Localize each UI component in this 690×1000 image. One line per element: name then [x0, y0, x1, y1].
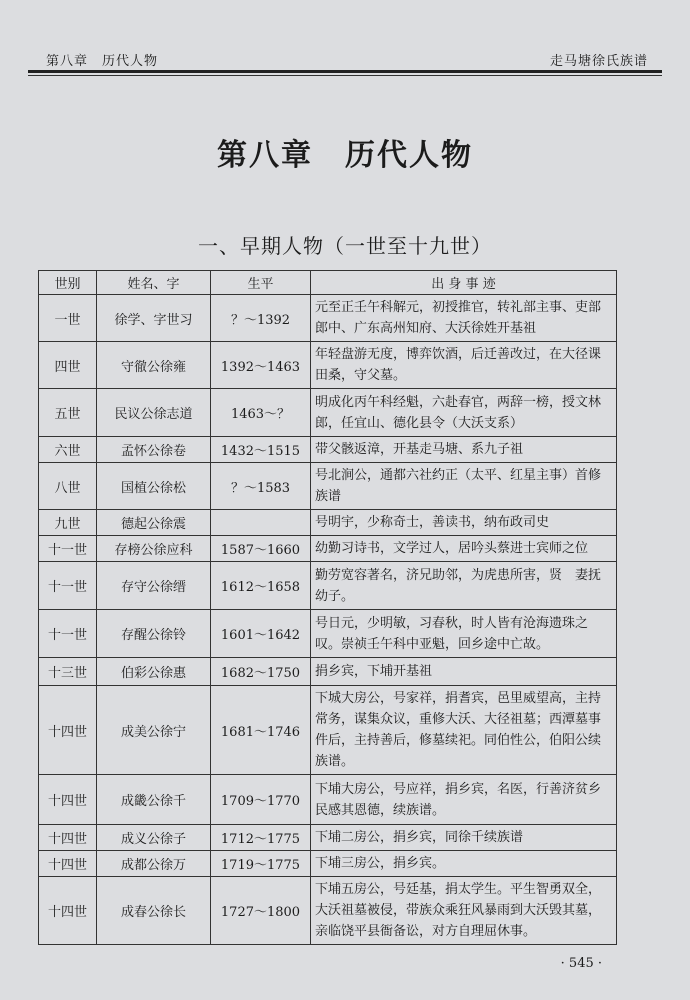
name-cell: 德起公徐震: [97, 510, 211, 536]
generation-cell: 九世: [39, 510, 97, 536]
name-cell: 成美公徐宁: [97, 686, 211, 775]
generation-cell: 十四世: [39, 775, 97, 825]
lifespan-cell: 1719～1775: [211, 851, 311, 877]
name-cell: 伯彩公徐惠: [97, 658, 211, 686]
table-row: [39, 389, 617, 437]
col-header-deeds: 出 身 事 迹: [311, 271, 617, 295]
lifespan-cell: 1601～1642: [211, 610, 311, 658]
deeds-cell: 捐乡宾，下埔开基祖: [311, 658, 617, 686]
lifespan-cell: [211, 510, 311, 536]
lifespan-cell: 1682～1750: [211, 658, 311, 686]
lifespan-cell: 1681～1746: [211, 686, 311, 775]
section-title: 一、早期人物（一世至十九世）: [198, 234, 492, 258]
table-row: [39, 877, 617, 945]
lifespan-cell: ？～1392: [211, 295, 311, 342]
lifespan-cell: 1612～1658: [211, 562, 311, 610]
people-table: [38, 270, 617, 945]
table-row: [39, 686, 617, 775]
generation-cell: 四世: [39, 342, 97, 389]
header-book-title: 走马塘徐氏族谱: [549, 54, 648, 69]
table-header-row: [39, 271, 617, 295]
generation-cell: 十一世: [39, 536, 97, 562]
table-row: [39, 342, 617, 389]
lifespan-cell: 1432～1515: [211, 437, 311, 463]
name-cell: 国植公徐松: [97, 463, 211, 510]
lifespan-cell: 1392～1463: [211, 342, 311, 389]
name-cell: 存榜公徐应科: [97, 536, 211, 562]
deeds-cell: 下城大房公，号家祥，捐耆宾，邑里威望高，主持常务，谋集众议，重修大沃、大径祖墓；西潭墓事件后，主持善后，修墓续祀。同伯性公，伯阳公续族谱。: [311, 686, 617, 775]
deeds-cell: 年轻盘游无度，博弈饮酒，后迁善改过，在大径课田桑，守父墓。: [311, 342, 617, 389]
name-cell: 孟怀公徐卷: [97, 437, 211, 463]
col-header-generation: 世别: [39, 271, 97, 295]
lifespan-cell: 1727～1800: [211, 877, 311, 945]
table-row: [39, 775, 617, 825]
col-header-name: 姓名、字: [97, 271, 211, 295]
deeds-cell: 带父骸返漳，开基走马塘、系九子祖: [311, 437, 617, 463]
deeds-cell: 明成化丙午科经魁，六赴春官，两辞一榜，授文林郎，任宜山、德化县令（大沃支系）: [311, 389, 617, 437]
deeds-cell: 勤劳宽容著名，济兄助邻，为虎患所害，贤 妻抚幼子。: [311, 562, 617, 610]
deeds-cell: 元至正壬午科解元，初授推官，转礼部主事、吏部郎中、广东高州知府、大沃徐姓开基祖: [311, 295, 617, 342]
name-cell: 成畿公徐千: [97, 775, 211, 825]
generation-cell: 八世: [39, 463, 97, 510]
table-row: [39, 463, 617, 510]
deeds-cell: 幼勤习诗书，文学过人，居吟头蔡进士宾师之位: [311, 536, 617, 562]
name-cell: 存守公徐缙: [97, 562, 211, 610]
lifespan-cell: 1712～1775: [211, 825, 311, 851]
table-row: [39, 562, 617, 610]
table-row: [39, 851, 617, 877]
generation-cell: 十四世: [39, 825, 97, 851]
header-rule-thin: [28, 75, 662, 76]
lifespan-cell: 1463～？: [211, 389, 311, 437]
table-row: [39, 825, 617, 851]
deeds-cell: 下埔三房公，捐乡宾。: [311, 851, 617, 877]
generation-cell: 六世: [39, 437, 97, 463]
name-cell: 存醒公徐铃: [97, 610, 211, 658]
lifespan-cell: 1709～1770: [211, 775, 311, 825]
table-row: [39, 610, 617, 658]
col-header-lifespan: 生平: [211, 271, 311, 295]
deeds-cell: 下埔五房公，号廷基，捐太学生。平生智勇双全，大沃祖墓被侵，带族众乘狂风暴雨到大沃毁其墓，亲临饶平县衙备讼，对方自理屈休事。: [311, 877, 617, 945]
deeds-cell: 号明宇，少称奇士，善读书，纳布政司史: [311, 510, 617, 536]
deeds-cell: 号日元，少明敏，习春秋，时人皆有沧海遗珠之叹。崇祯壬午科中亚魁，回乡途中亡故。: [311, 610, 617, 658]
deeds-cell: 下埔大房公，号应祥，捐乡宾，名医，行善济贫乡民感其恩德，续族谱。: [311, 775, 617, 825]
table-row: [39, 295, 617, 342]
generation-cell: 十一世: [39, 610, 97, 658]
generation-cell: 十四世: [39, 686, 97, 775]
generation-cell: 五世: [39, 389, 97, 437]
generation-cell: 十一世: [39, 562, 97, 610]
name-cell: 成义公徐子: [97, 825, 211, 851]
header-chapter: 第八章 历代人物: [46, 54, 159, 69]
generation-cell: 一世: [39, 295, 97, 342]
name-cell: 成都公徐万: [97, 851, 211, 877]
generation-cell: 十四世: [39, 851, 97, 877]
deeds-cell: 号北涧公，通都六社约正（太平、红星主事）首修族谱: [311, 463, 617, 510]
name-cell: 成春公徐长: [97, 877, 211, 945]
generation-cell: 十四世: [39, 877, 97, 945]
name-cell: 徐学、字世习: [97, 295, 211, 342]
deeds-cell: 下埔二房公，捐乡宾，同徐千续族谱: [311, 825, 617, 851]
running-header: [28, 46, 662, 70]
lifespan-cell: 1587～1660: [211, 536, 311, 562]
header-rule-thick: [28, 70, 662, 73]
lifespan-cell: ？～1583: [211, 463, 311, 510]
table-row: [39, 510, 617, 536]
table-row: [39, 437, 617, 463]
name-cell: 守徹公徐雍: [97, 342, 211, 389]
generation-cell: 十三世: [39, 658, 97, 686]
name-cell: 民议公徐志道: [97, 389, 211, 437]
table-row: [39, 658, 617, 686]
chapter-title: 第八章 历代人物: [217, 138, 473, 173]
table-row: [39, 536, 617, 562]
page-number: · 545 ·: [560, 956, 602, 971]
